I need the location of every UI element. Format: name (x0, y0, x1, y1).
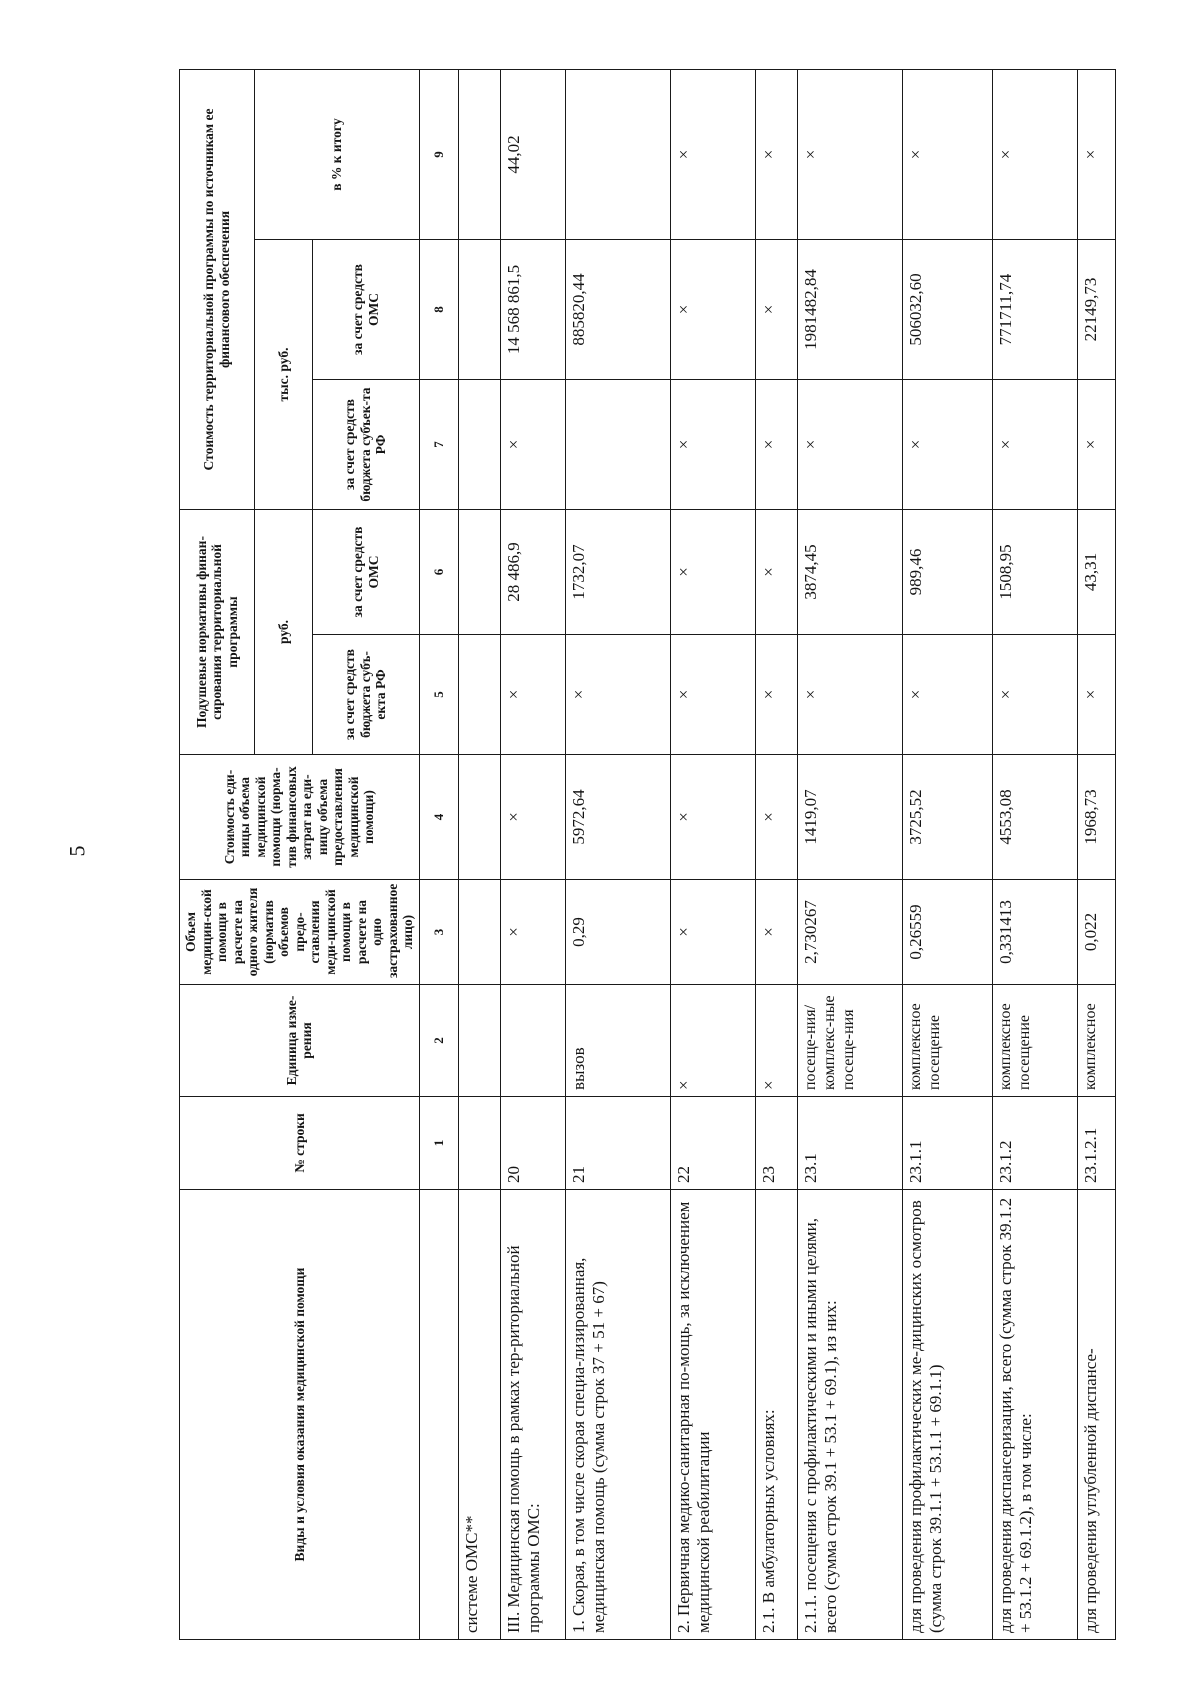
row-number: 23 (755, 1097, 797, 1190)
header-col8: за счет средств ОМС (312, 240, 419, 380)
unit-cell (458, 985, 500, 1097)
col-number: 9 (419, 69, 458, 239)
unit-cell (500, 985, 565, 1097)
row-label: 2.1. В амбулаторных условиях: (755, 1190, 797, 1640)
header-group-cost: Стоимость территориальной программы по источникам ее финансового обеспечения (180, 69, 255, 509)
unit-cell: посеще-ния/комплекс-ные посеще-ния (797, 985, 902, 1097)
header-col6: за счет средств ОМС (312, 510, 419, 635)
header-group-norm: Подушевые нормативы финан-сирования территориальной программы (180, 510, 255, 755)
value-cell: 1732,07 (565, 510, 670, 635)
value-cell (458, 755, 500, 880)
col-number: 5 (419, 635, 458, 755)
value-cell: 1981482,84 (797, 240, 902, 380)
value-cell: × (500, 880, 565, 985)
col-number: 2 (419, 985, 458, 1097)
row-label: для проведения профилактических ме-дицинских осмотров (сумма строк 39.1.1 + 53.1.1 + 69.1.1) (902, 1190, 992, 1640)
unit-cell: комплексное (1077, 985, 1115, 1097)
col-number: 4 (419, 755, 458, 880)
value-cell: × (1077, 380, 1115, 510)
row-label: 1. Скорая, в том числе скорая специа-лизированная, медицинская помощь (сумма строк 37 + 51 + 67) (565, 1190, 670, 1640)
value-cell (458, 380, 500, 510)
table-row (565, 69, 670, 1639)
table-row (755, 69, 797, 1639)
value-cell: × (902, 380, 992, 510)
unit-cell: × (670, 985, 755, 1097)
value-cell: × (755, 755, 797, 880)
row-label: для проведения диспансеризации, всего (сумма строк 39.1.2 + 53.1.2 + 69.1.2), в том числе: (992, 1190, 1077, 1640)
value-cell: 28 486,9 (500, 510, 565, 635)
row-number: 23.1.1 (902, 1097, 992, 1190)
value-cell: × (755, 635, 797, 755)
row-number: 23.1.2 (992, 1097, 1077, 1190)
column-number-row (419, 69, 458, 1639)
value-cell: × (670, 240, 755, 380)
page-number: 5 (64, 845, 90, 857)
table-row (500, 69, 565, 1639)
value-cell: × (902, 69, 992, 239)
value-cell: 4553,08 (992, 755, 1077, 880)
row-number: 22 (670, 1097, 755, 1190)
row-number: 23.1 (797, 1097, 902, 1190)
value-cell: × (1077, 635, 1115, 755)
value-cell: 1508,95 (992, 510, 1077, 635)
table-row (902, 69, 992, 1639)
value-cell: 22149,73 (1077, 240, 1115, 380)
value-cell: 771711,74 (992, 240, 1077, 380)
value-cell: 989,46 (902, 510, 992, 635)
value-cell: 1419,07 (797, 755, 902, 880)
value-cell: × (670, 755, 755, 880)
header-col2: Единица изме-рения (180, 985, 420, 1097)
value-cell: 1968,73 (1077, 755, 1115, 880)
col-number: 3 (419, 880, 458, 985)
header-col5: за счет средств бюджета субъ-екта РФ (312, 635, 419, 755)
value-cell: × (797, 635, 902, 755)
col-number (419, 1190, 458, 1640)
value-cell: × (755, 240, 797, 380)
value-cell: × (670, 880, 755, 985)
table-row (670, 69, 755, 1639)
header-col1: Виды и условия оказания медицинской помощи (180, 1190, 420, 1640)
value-cell: × (670, 380, 755, 510)
value-cell: × (755, 880, 797, 985)
col-number: 8 (419, 240, 458, 380)
value-cell: × (992, 69, 1077, 239)
unit-cell: комплексное посещение (902, 985, 992, 1097)
value-cell: × (755, 510, 797, 635)
header-thous-rub: тыс. руб. (255, 240, 313, 510)
value-cell (458, 240, 500, 380)
value-cell: × (670, 69, 755, 239)
value-cell: × (797, 69, 902, 239)
value-cell: × (670, 635, 755, 755)
value-cell: 0,26559 (902, 880, 992, 985)
value-cell: 885820,44 (565, 240, 670, 380)
value-cell (458, 880, 500, 985)
value-cell: 3874,45 (797, 510, 902, 635)
value-cell: 0,331413 (992, 880, 1077, 985)
value-cell (458, 69, 500, 239)
table-row (458, 69, 500, 1639)
value-cell: × (500, 635, 565, 755)
value-cell: 14 568 861,5 (500, 240, 565, 380)
row-number: 23.1.2.1 (1077, 1097, 1115, 1190)
value-cell: × (500, 380, 565, 510)
financing-table (179, 69, 1116, 1640)
col-number: 7 (419, 380, 458, 510)
header-row-number: № строки (180, 1097, 420, 1190)
value-cell (458, 510, 500, 635)
value-cell: × (755, 380, 797, 510)
row-label: III. Медицинская помощь в рамках тер-риториальной программы ОМС: (500, 1190, 565, 1640)
row-label: для проведения углубленной диспансе- (1077, 1190, 1115, 1640)
rotated-table-wrapper (179, 70, 1114, 1640)
table-row (797, 69, 902, 1639)
header-col4: Стоимость еди-ницы объема медицинской помощи (норма-тив финансовых затрат на еди-ницу объема предоставления медицинской помощи) (180, 755, 420, 880)
row-label: 2. Первичная медико-санитарная по-мощь, за исключением медицинской реабилитации (670, 1190, 755, 1640)
value-cell: × (670, 510, 755, 635)
value-cell (458, 635, 500, 755)
value-cell: 43,31 (1077, 510, 1115, 635)
value-cell: 0,022 (1077, 880, 1115, 985)
value-cell: × (797, 380, 902, 510)
unit-cell: × (755, 985, 797, 1097)
col-number: 6 (419, 510, 458, 635)
value-cell (565, 380, 670, 510)
value-cell: 506032,60 (902, 240, 992, 380)
table-row (992, 69, 1077, 1639)
value-cell: × (500, 755, 565, 880)
value-cell: × (992, 380, 1077, 510)
row-label: системе ОМС** (458, 1190, 500, 1640)
unit-cell: комплексное посещение (992, 985, 1077, 1097)
value-cell (565, 69, 670, 239)
header-col9: в % к итогу (255, 69, 420, 239)
unit-cell: вызов (565, 985, 670, 1097)
table-row (1077, 69, 1115, 1639)
value-cell: × (755, 69, 797, 239)
value-cell: 2,730267 (797, 880, 902, 985)
value-cell: 0,29 (565, 880, 670, 985)
value-cell: × (565, 635, 670, 755)
header-col7: за счет средств бюджета субъек-та РФ (312, 380, 419, 510)
value-cell: × (1077, 69, 1115, 239)
row-number: 20 (500, 1097, 565, 1190)
value-cell: × (992, 635, 1077, 755)
value-cell: 3725,52 (902, 755, 992, 880)
value-cell: 5972,64 (565, 755, 670, 880)
row-number: 21 (565, 1097, 670, 1190)
row-label: 2.1.1. посещения с профилактическими и иными целями, всего (сумма строк 39.1 + 53.1 + 69.1), из них: (797, 1190, 902, 1640)
row-number (458, 1097, 500, 1190)
value-cell: 44,02 (500, 69, 565, 239)
header-col3: Объем медицин-ской помощи в расчете на одного жителя (норматив объемов предо-ставления меди-цинской помощи в расчете на одно застрахованное лицо) (180, 880, 420, 985)
col-number: 1 (419, 1097, 458, 1190)
value-cell: × (902, 635, 992, 755)
header-rub: руб. (255, 510, 313, 755)
